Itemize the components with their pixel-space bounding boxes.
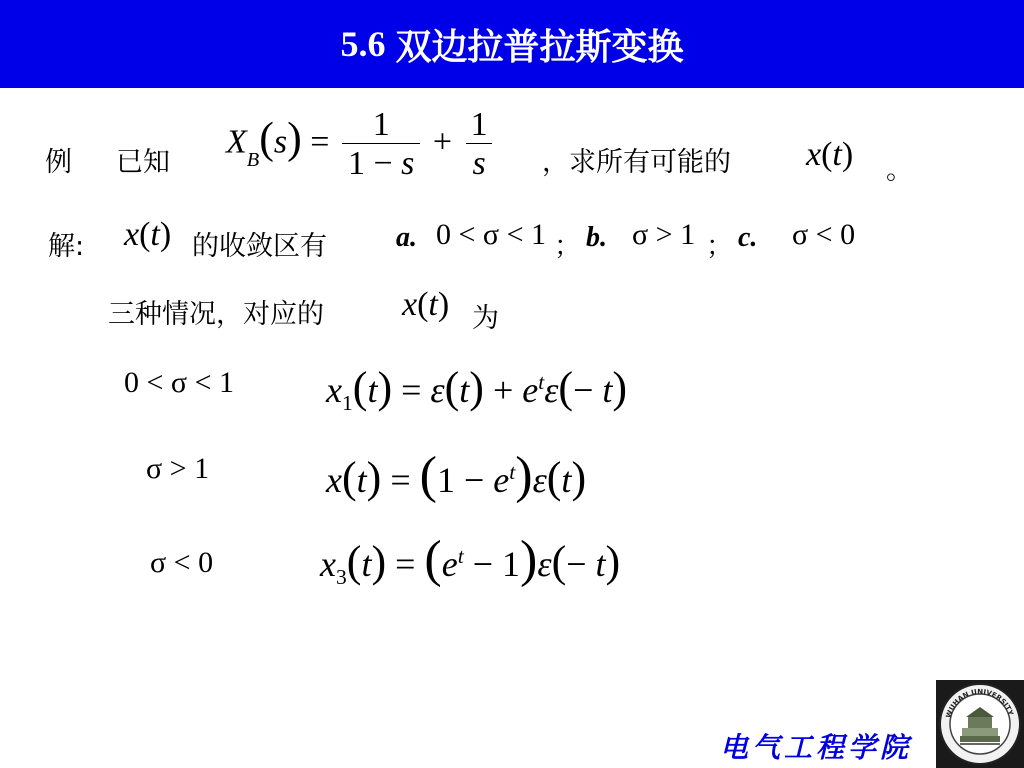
- university-logo: [936, 680, 1024, 768]
- three-cases-text: 三种情况，对应的: [108, 299, 324, 330]
- wei-text: 为: [472, 303, 499, 334]
- xt-expr-2: x(t): [124, 216, 172, 253]
- case-a-condition: 0 < σ < 1: [436, 218, 547, 251]
- case-2-condition: σ > 1: [146, 452, 210, 485]
- case-1-condition: 0 < σ < 1: [124, 366, 235, 399]
- case-2-formula: $x(t) = (1 - e^t)\varepsilon(t)$: [326, 447, 587, 504]
- xt-expr-3: x(t): [402, 286, 450, 323]
- case-c-condition: σ < 0: [792, 218, 856, 251]
- institution-name: 电气工程学院: [720, 731, 913, 764]
- separator-2: ；: [706, 231, 733, 262]
- xt-expr-1: x(t): [806, 136, 854, 173]
- title-bar: [0, 0, 1024, 88]
- logo-text: WUHAN UNIVERSITY: [944, 687, 1015, 719]
- formula-xb: $X_B(s)$ = $\frac{1}{1 - s}$ + $\frac{1}{s}$: [226, 106, 498, 183]
- page-title: 双边拉普拉斯变换: [395, 26, 684, 68]
- case-a-label: a.: [396, 222, 417, 253]
- case-3-formula: $x_3(t) = (e^t - 1)\varepsilon(- t)$: [320, 531, 621, 590]
- convergence-text: 的收敛区有: [192, 231, 327, 262]
- period-mark: 。: [886, 155, 913, 186]
- case-1-formula: $x_1(t) = \varepsilon(t) + e^t\varepsilon(- t)$: [326, 363, 628, 416]
- given-text: 已知: [116, 147, 170, 178]
- case-b-condition: σ > 1: [632, 218, 696, 251]
- section-number: 5.6: [340, 24, 386, 64]
- separator-1: ；: [554, 231, 581, 262]
- case-c-label: c.: [738, 222, 758, 253]
- case-b-label: b.: [586, 222, 607, 253]
- example-label: 例: [45, 147, 72, 178]
- case-3-condition: σ < 0: [150, 546, 214, 579]
- solution-label: 解:: [48, 231, 85, 262]
- ask-text: ，求所有可能的: [542, 147, 731, 178]
